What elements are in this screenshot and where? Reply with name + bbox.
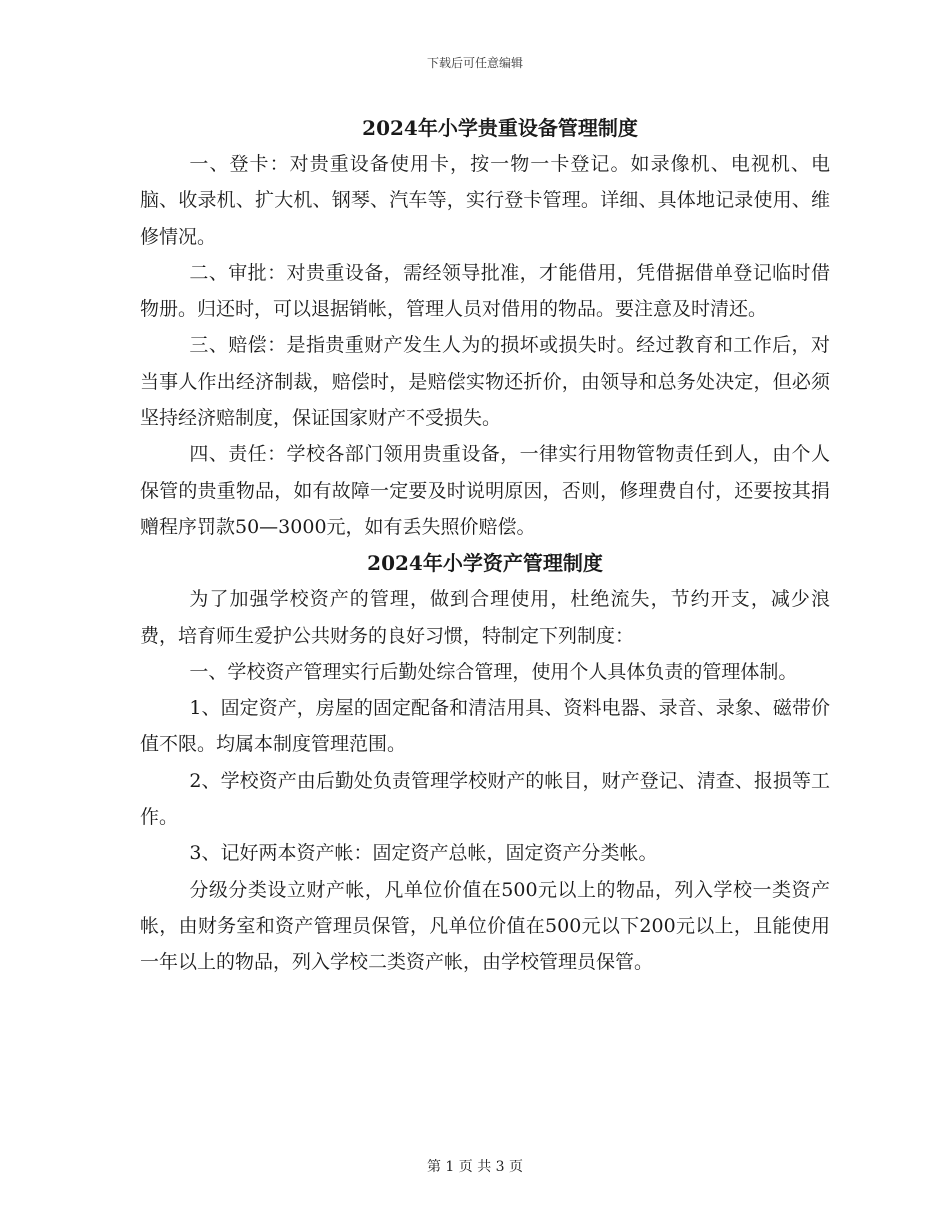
page-header: 下载后可任意编辑	[426, 56, 523, 70]
paragraph: 四、责任：学校各部门领用贵重设备，一律实行用物管物责任到人，由个人保管的贵重物品，如有故障一定要及时说明原因，否则，修理费自付，还要按其捐赠程序罚款50—3000元，如有丢失照价赔偿。	[140, 443, 830, 538]
document-body	[140, 110, 830, 981]
paragraph: 3、记好两本资产帐：固定资产总帐，固定资产分类帐。	[189, 842, 658, 865]
paragraph: 为了加强学校资产的管理，做到合理使用，杜绝流失，节约开支，减少浪费，培育师生爱护公共财务的良好习惯，特制定下列制度：	[140, 588, 830, 647]
paragraph: 一、学校资产管理实行后勤处综合管理，使用个人具体负责的管理体制。	[189, 660, 798, 683]
paragraph: 三、赔偿：是指贵重财产发生人为的损坏或损失时。经过教育和工作后，对当事人作出经济制裁，赔偿时，是赔偿实物还折价，由领导和总务处决定，但必须坚持经济赔制度，保证国家财产不受损失。	[140, 334, 830, 430]
paragraph: 分级分类设立财产帐，凡单位价值在500元以上的物品，列入学校一类资产帐，由财务室和资产管理员保管，凡单位价值在500元以下200元以上，且能使用一年以上的物品，列入学校二类资产帐，由学校管理员保管。	[140, 878, 830, 974]
section-title-assets: 2024年小学资产管理制度	[367, 551, 603, 576]
page-footer: 第 1 页 共 3 页	[426, 1159, 524, 1175]
section-title-equipment: 2024年小学贵重设备管理制度	[362, 116, 638, 140]
paragraph: 2、学校资产由后勤处负责管理学校财产的帐目，财产登记、清查、报损等工作。	[140, 769, 830, 829]
paragraph: 1、固定资产，房屋的固定配备和清洁用具、资料电器、录音、录象、磁带价值不限。均属本制度管理范围。	[140, 697, 830, 756]
paragraph: 二、审批：对贵重设备，需经领导批准，才能借用，凭借据借单登记临时借物册。归还时，可以退据销帐，管理人员对借用的物品。要注意及时清还。	[140, 261, 830, 321]
paragraph: 一、登卡：对贵重设备使用卡，按一物一卡登记。如录像机、电视机、电脑、收录机、扩大机、钢琴、汽车等，实行登卡管理。详细、具体地记录使用、维修情况。	[140, 153, 830, 248]
